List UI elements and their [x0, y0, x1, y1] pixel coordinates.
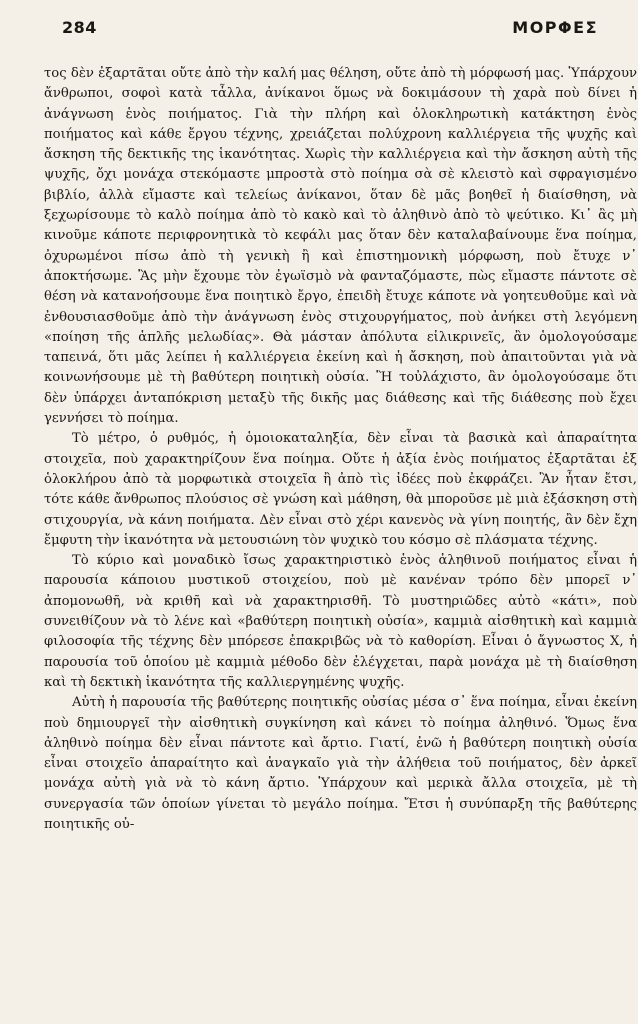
paragraph-4: Αὐτὴ ἡ παρουσία τῆς βαθύτερης ποιητικῆς οὐσίας μέσα σ᾽ ἕνα ποίημα, εἶναι ἐκείνη ποὺ δημιουργεῖ τὴν αἰσθητικὴ συγκίνηση καὶ κάνει τὸ ποίημα ἀληθινό. Ὅμως ἕνα ἀληθινὸ ποίημα δὲν εἶναι πάντοτε καὶ ἄρτιο. Γιατί, ἐνῶ ἡ βαθύτερη ποιητικὴ οὐσία εἶναι στοιχεῖο ἀπαραίτητο καὶ ἀναγκαῖο γιὰ τὴν ἀλήθεια τοῦ ποιήματος, δὲν ἀρκεῖ μονάχα αὐτὴ γιὰ νὰ τὸ κάνη ἄρτιο. Ὑπάρχουν καὶ μερικὰ ἄλλα στοιχεῖα, μὲ τὴ συνεργασία τῶν ὁποίων γίνεται τὸ μεγάλο ποίημα. Ἔτσι ἡ συνύπαρξη τῆς βαθύτερης ποιητικῆς οὐ- — [44, 695, 637, 832]
page-body — [44, 64, 637, 835]
paragraph-3: Τὸ κύριο καὶ μοναδικὸ ἴσως χαρακτηριστικὸ ἑνὸς ἀληθινοῦ ποιήματος εἶναι ἡ παρουσία κάποιου μυστικοῦ στοιχείου, ποὺ μὲ κανέναν τρόπο δὲν μπορεῖ ν᾽ ἀπομονωθῆ, νὰ κριθῆ καὶ νὰ χαρακτηρισθῆ. Τὸ μυστηριῶδες αὐτὸ «κάτι», ποὺ συνειθίζουν νὰ τὸ λένε καὶ «βαθύτερη ποιητικὴ οὐσία», καμμιὰ αἰσθητικὴ καὶ καμμιὰ φιλοσοφία τῆς τέχνης δὲν μπόρεσε ἐπακριβῶς νὰ τὸ καθορίση. Εἶναι ὁ ἄγνωστος Χ, ἡ παρουσία τοῦ ὁποίου μὲ καμμιὰ μέθοδο δὲν ἐλέγχεται, παρὰ μονάχα μὲ τὴ διαίσθηση καὶ τὴ δεκτικὴ ἱκανότητα τῆς καλλιεργημένης ψυχῆς. — [44, 553, 637, 690]
page-number: 284 — [62, 18, 97, 37]
page-header — [62, 18, 598, 42]
paragraph-1: τος δὲν ἐξαρτᾶται οὔτε ἀπὸ τὴν καλή μας θέληση, οὔτε ἀπὸ τὴ μόρφωσή μας. Ὑπάρχουν ἄνθρωποι, σοφοὶ κατὰ τἆλλα, ἀνίκανοι ὅμως νὰ δοκιμάσουν τὴ χαρὰ ποὺ δίνει ἡ ἀνάγνωση ἑνὸς ποιήματος. Γιὰ τὴν πλήρη καὶ ὁλοκληρωτικὴ κατάκτηση ἑνὸς ποιήματος καὶ κάθε ἔργου τέχνης, χρειάζεται πολύχρονη καλλιέργεια τῆς ψυχῆς καὶ ἄσκηση τῆς δεκτικῆς της ἱκανότητας. Χωρὶς τὴν καλλιέργεια καὶ τὴν ἄσκηση αὐτὴ τῆς ψυχῆς, ὄχι μονάχα στεκόμαστε μπροστὰ στὸ ποίημα σὰ σὲ κλειστὸ καὶ σφραγισμένο βιβλίο, ἀλλὰ εἴμαστε καὶ τελείως ἀνίκανοι, ὅταν δὲ μᾶς βοηθεῖ ἡ διαίσθηση, νὰ ξεχωρίσουμε τὸ καλὸ ποίημα ἀπὸ τὸ κακὸ καὶ τὸ ἀληθινὸ ἀπὸ τὸ ψεύτικο. Κι᾽ ἂς μὴ κινοῦμε κάποτε περιφρονητικὰ τὸ κεφάλι μας ὅταν δὲν καταλαβαίνουμε ἕνα ποίημα, ὀχυρωμένοι πίσω ἀπὸ τὴ γενικὴ ἢ καὶ ἐπιστημονικὴ μόρφωση, ποὺ ἔτυχε ν᾽ ἀποκτήσωμε. Ἂς μὴν ἔχουμε τὸν ἐγωϊσμὸ νὰ φανταζόμαστε, πὼς εἴμαστε πάντοτε σὲ θέση νὰ κατανοήσουμε ἕνα ποιητικὸ ἔργο, ἐπειδὴ ἔτυχε κάποτε νὰ γοητευθοῦμε καὶ νὰ ἐνθουσιασθοῦμε ἀπὸ τὴν ἀνάγνωση ἑνὸς στιχουργήματος, ποὺ ἀνήκει στὴ λεγόμενη «ποίηση τῆς ἁπλῆς μελωδίας». Θὰ μάσταν ἀπόλυτα εἰλικρινεῖς, ἂν ὁμολογούσαμε ταπεινά, ὅτι μᾶς λείπει ἡ καλλιέργεια ἐκείνη καὶ ἡ ἄσκηση, ποὺ ἀπαιτοῦνται γιὰ νὰ κοινωνήσουμε μὲ τὴ βαθύτερη ποιητικὴ οὐσία. Ἢ τοὐλάχιστο, ἂν ὁμολογούσαμε ὅτι δὲν ὑπάρχει ἀνταπόκριση μεταξὺ τῆς δικῆς μας διάθεσης καὶ τῆς διάθεσης ποὺ ἔχει γεννήσει τὸ ποίημα. — [44, 66, 637, 427]
paragraph-2: Τὸ μέτρο, ὁ ρυθμός, ἡ ὁμοιοκαταληξία, δὲν εἶναι τὰ βασικὰ καὶ ἀπαραίτητα στοιχεῖα, ποὺ χαρακτηρίζουν ἕνα ποίημα. Οὔτε ἡ ἀξία ἑνὸς ποιήματος ἐξαρτᾶται ἐξ ὁλοκλήρου ἀπὸ τὰ μορφωτικὰ στοιχεῖα ἢ ἀπὸ τὶς ἰδέες ποὺ ἐκφράζει. Ἂν ἦταν ἔτσι, τότε κάθε ἄνθρωπος πλούσιος σὲ γνώση καὶ μάθηση, θὰ μποροῦσε μὲ μιὰ ἐξάσκηση στὴ στιχουργία, νὰ κάνη ποιήματα. Δὲν εἶναι στὸ χέρι κανενὸς νὰ γίνη ποιητής, ἂν δὲν ἔχη ἔμφυτη τὴν ἱκανότητα νὰ μετουσιώνη τὸν ψυχικὸ του κόσμο σὲ πλάσματα τέχνης. — [44, 431, 637, 548]
running-title: ΜΟΡΦΕΣ — [512, 18, 598, 37]
